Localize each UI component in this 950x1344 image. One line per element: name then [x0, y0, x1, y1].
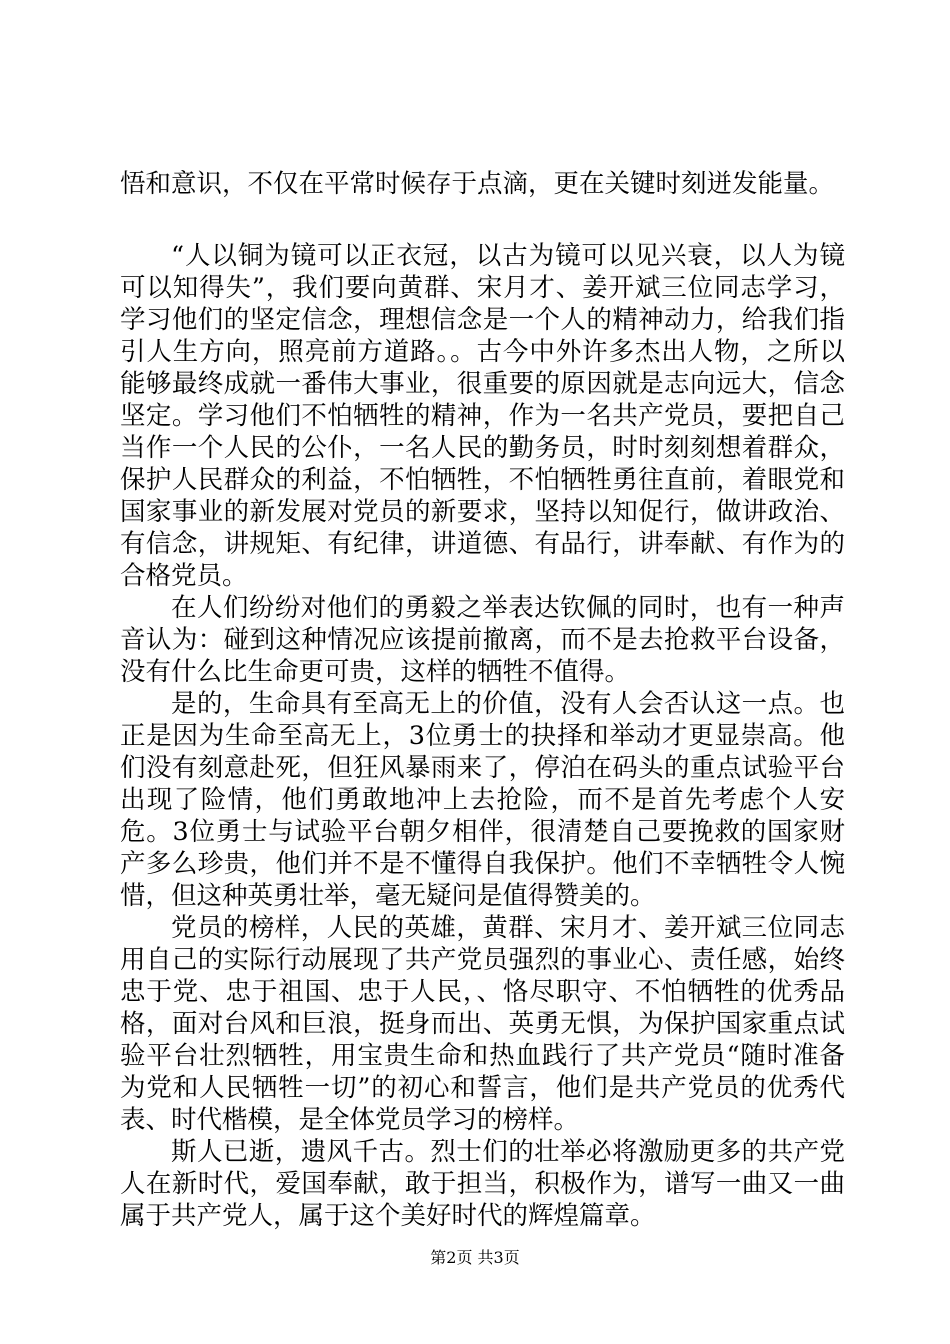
paragraph-continuation: 悟和意识，不仅在平常时候存于点滴，更在关键时刻迸发能量。	[120, 169, 835, 199]
document-body	[120, 168, 845, 1232]
page-number-footer: 第2页 共3页	[430, 1248, 520, 1267]
paragraph-value-of-life: 是的，生命具有至高无上的价值，没有人会否认这一点。也正是因为生命至高无上，3位勇士的抉择和举动才更显崇高。他们没有刻意赴死，但狂风暴雨来了，停泊在码头的重点试验平台出现了险情，他们勇敢地冲上去抢险，而不是首先考虑个人安危。3位勇士与试验平台朝夕相伴，很清楚自己要挽救的国家财产多么珍贵，他们并不是不懂得自我保护。他们不幸牺牲令人惋惜，但这种英勇壮举，毫无疑问是值得赞美的。	[120, 689, 845, 911]
paragraph-mirror-quote: “人以铜为镜可以正衣冠，以古为镜可以见兴衰，以人为镜可以知得失”，我们要向黄群、宋月才、姜开斌三位同志学习，学习他们的坚定信念，理想信念是一个人的精神动力，给我们指引人生方向，照亮前方道路。。古今中外许多杰出人物，之所以能够最终成就一番伟大事业，很重要的原因就是志向远大，信念坚定。学习他们不怕牺牲的精神，作为一名共产党员，要把自己当作一个人民的公仆，一名人民的勤务员，时时刻刻想着群众，保护人民群众的利益，不怕牺牲，不怕牺牲勇往直前，着眼党和国家事业的新发展对党员的新要求，坚持以知促行，做讲政治、有信念，讲规矩、有纪律，讲道德、有品行，讲奉献、有作为的合格党员。	[120, 241, 845, 591]
paragraph-gap	[120, 200, 845, 240]
paragraph-role-model: 党员的榜样，人民的英雄，黄群、宋月才、姜开斌三位同志用自己的实际行动展现了共产党员强烈的事业心、责任感，始终忠于党、忠于祖国、忠于人民，、恪尽职守、不怕牺牲的优秀品格，面对台风和巨浪，挺身而出、英勇无惧，为保护国家重点试验平台壮烈牺牲，用宝贵生命和热血践行了共产党员“随时准备为党和人民牺牲一切”的初心和誓言，他们是共产党员的优秀代表、时代楷模，是全体党员学习的榜样。	[120, 913, 845, 1135]
paragraph-opinion: 在人们纷纷对他们的勇毅之举表达钦佩的同时，也有一种声音认为：碰到这种情况应该提前撤离，而不是去抢救平台设备，没有什么比生命更可贵，这样的牺牲不值得。	[120, 593, 845, 687]
paragraph-conclusion: 斯人已逝，遗风千古。烈士们的壮举必将激励更多的共产党人在新时代，爱国奉献，敢于担当，积极作为，谱写一曲又一曲属于共产党人，属于这个美好时代的辉煌篇章。	[120, 1137, 845, 1231]
